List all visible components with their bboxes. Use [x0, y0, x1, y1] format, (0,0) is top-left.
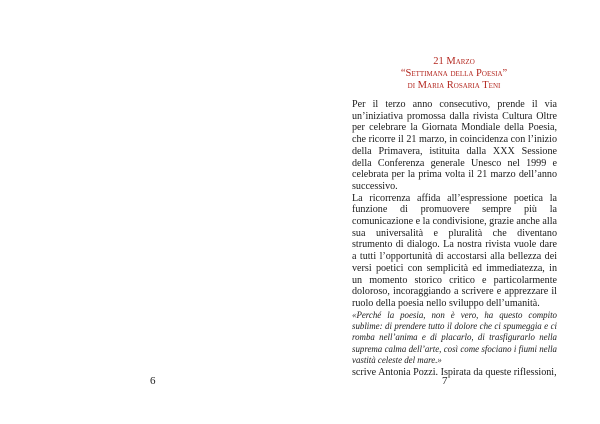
heading-event-title: “Settimana della Poesia”	[400, 68, 508, 79]
paragraph-purpose: La ricorrenza affida all’espressione poetica la funzione di promuovere sempre più la comunicazione e la condivisione, grazie anche alla sua universalità e pluralità che diventano strumento di dialogo. La nostra rivista vuole dare a tutti l’opportunità di accostarsi alla bellezza dei versi poetici con semplicità ed immediatezza, in un momento storico critico e particolarmente doloroso, incoraggiando a scrivere e apprezzare il ruolo della poesia nello sviluppo dell’umanità.	[352, 192, 557, 309]
article-heading	[348, 56, 560, 92]
paragraph-attribution: scrive Antonia Pozzi. Ispirata da queste riflessioni,	[352, 366, 557, 378]
right-page	[300, 0, 600, 424]
heading-date: 21 Marzo	[433, 56, 475, 67]
heading-author: di Maria Rosaria Teni	[407, 80, 501, 91]
poetry-quote: «Perché la poesia, non è vero, ha questo compito sublime: di prendere tutto il dolore che ci spumeggia e ci romba nell’anima e di placarlo, di trasfigurarlo nella suprema calma dell’arte, così come sfociano i fiumi nella vastità celeste del mare.»	[352, 309, 557, 366]
paragraph-intro: Per il terzo anno consecutivo, prende il via un’iniziativa promossa dalla rivista Cultura Oltre per celebrare la Giornata Mondiale della Poesia, che ricorre il 21 marzo, in coincidenza con l’inizio della Primavera, istituita dalla XXX Sessione della Conferenza generale Unesco nel 1999 e celebrata per la prima volta il 21 marzo dell’anno successivo.	[352, 99, 557, 192]
article-body	[352, 99, 557, 378]
page-number-left: 6	[150, 375, 156, 387]
page-number-right: 7	[442, 375, 448, 387]
